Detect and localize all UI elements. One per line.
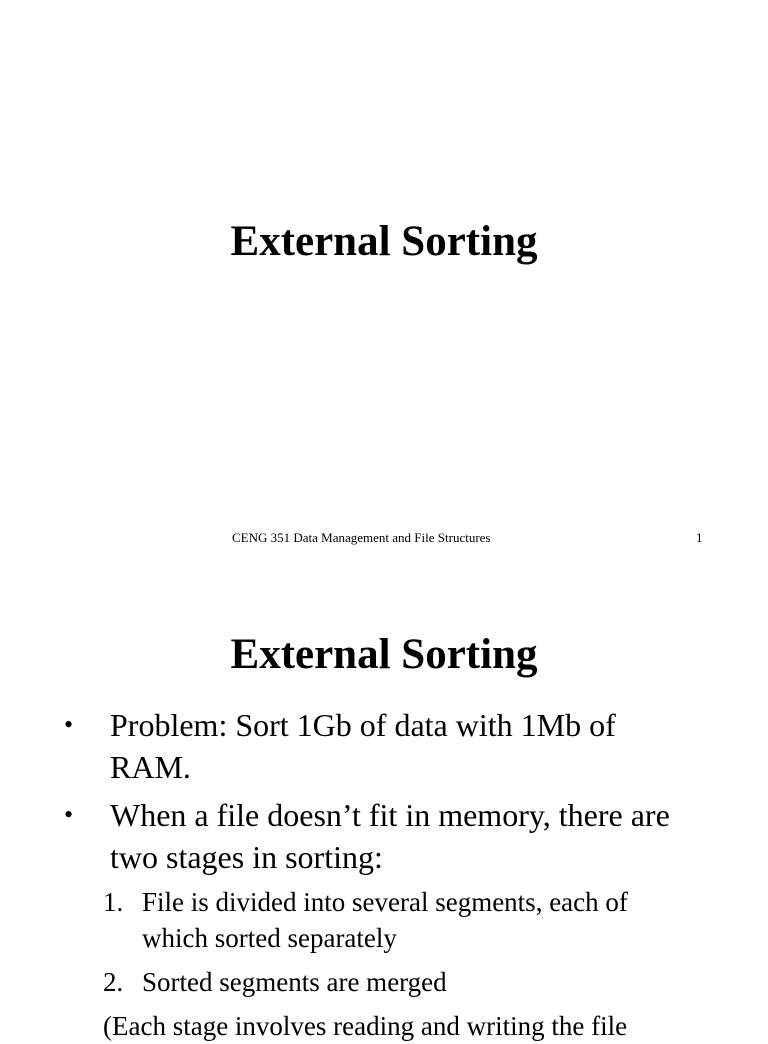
bullet-list (0, 704, 768, 1044)
bullet-marker: • (64, 800, 74, 829)
step-item (0, 884, 692, 956)
bullet-marker: • (64, 710, 74, 739)
step-item (0, 964, 692, 1000)
bullet-text: When a file doesn’t fit in memory, there are two stages in sorting: (110, 797, 670, 875)
step-number: 1. (103, 887, 124, 917)
slide-title: External Sorting (230, 631, 538, 678)
footer-course-name: CENG 351 Data Management and File Structures (232, 530, 491, 545)
slide-2 (0, 576, 768, 1041)
step-number: 2. (103, 967, 124, 997)
slide-title: External Sorting (230, 218, 538, 265)
bullet-item (0, 704, 670, 788)
bullet-item (0, 794, 670, 1000)
bullet-text: Problem: Sort 1Gb of data with 1Mb of RAM. (110, 707, 616, 785)
step-text: File is divided into several segments, each of which sorted separately (142, 887, 628, 953)
note-text: (Each stage involves reading and writing the file (103, 1011, 628, 1041)
step-text: Sorted segments are merged (142, 967, 447, 997)
page-number: 1 (696, 530, 703, 545)
step-list (0, 884, 670, 1000)
